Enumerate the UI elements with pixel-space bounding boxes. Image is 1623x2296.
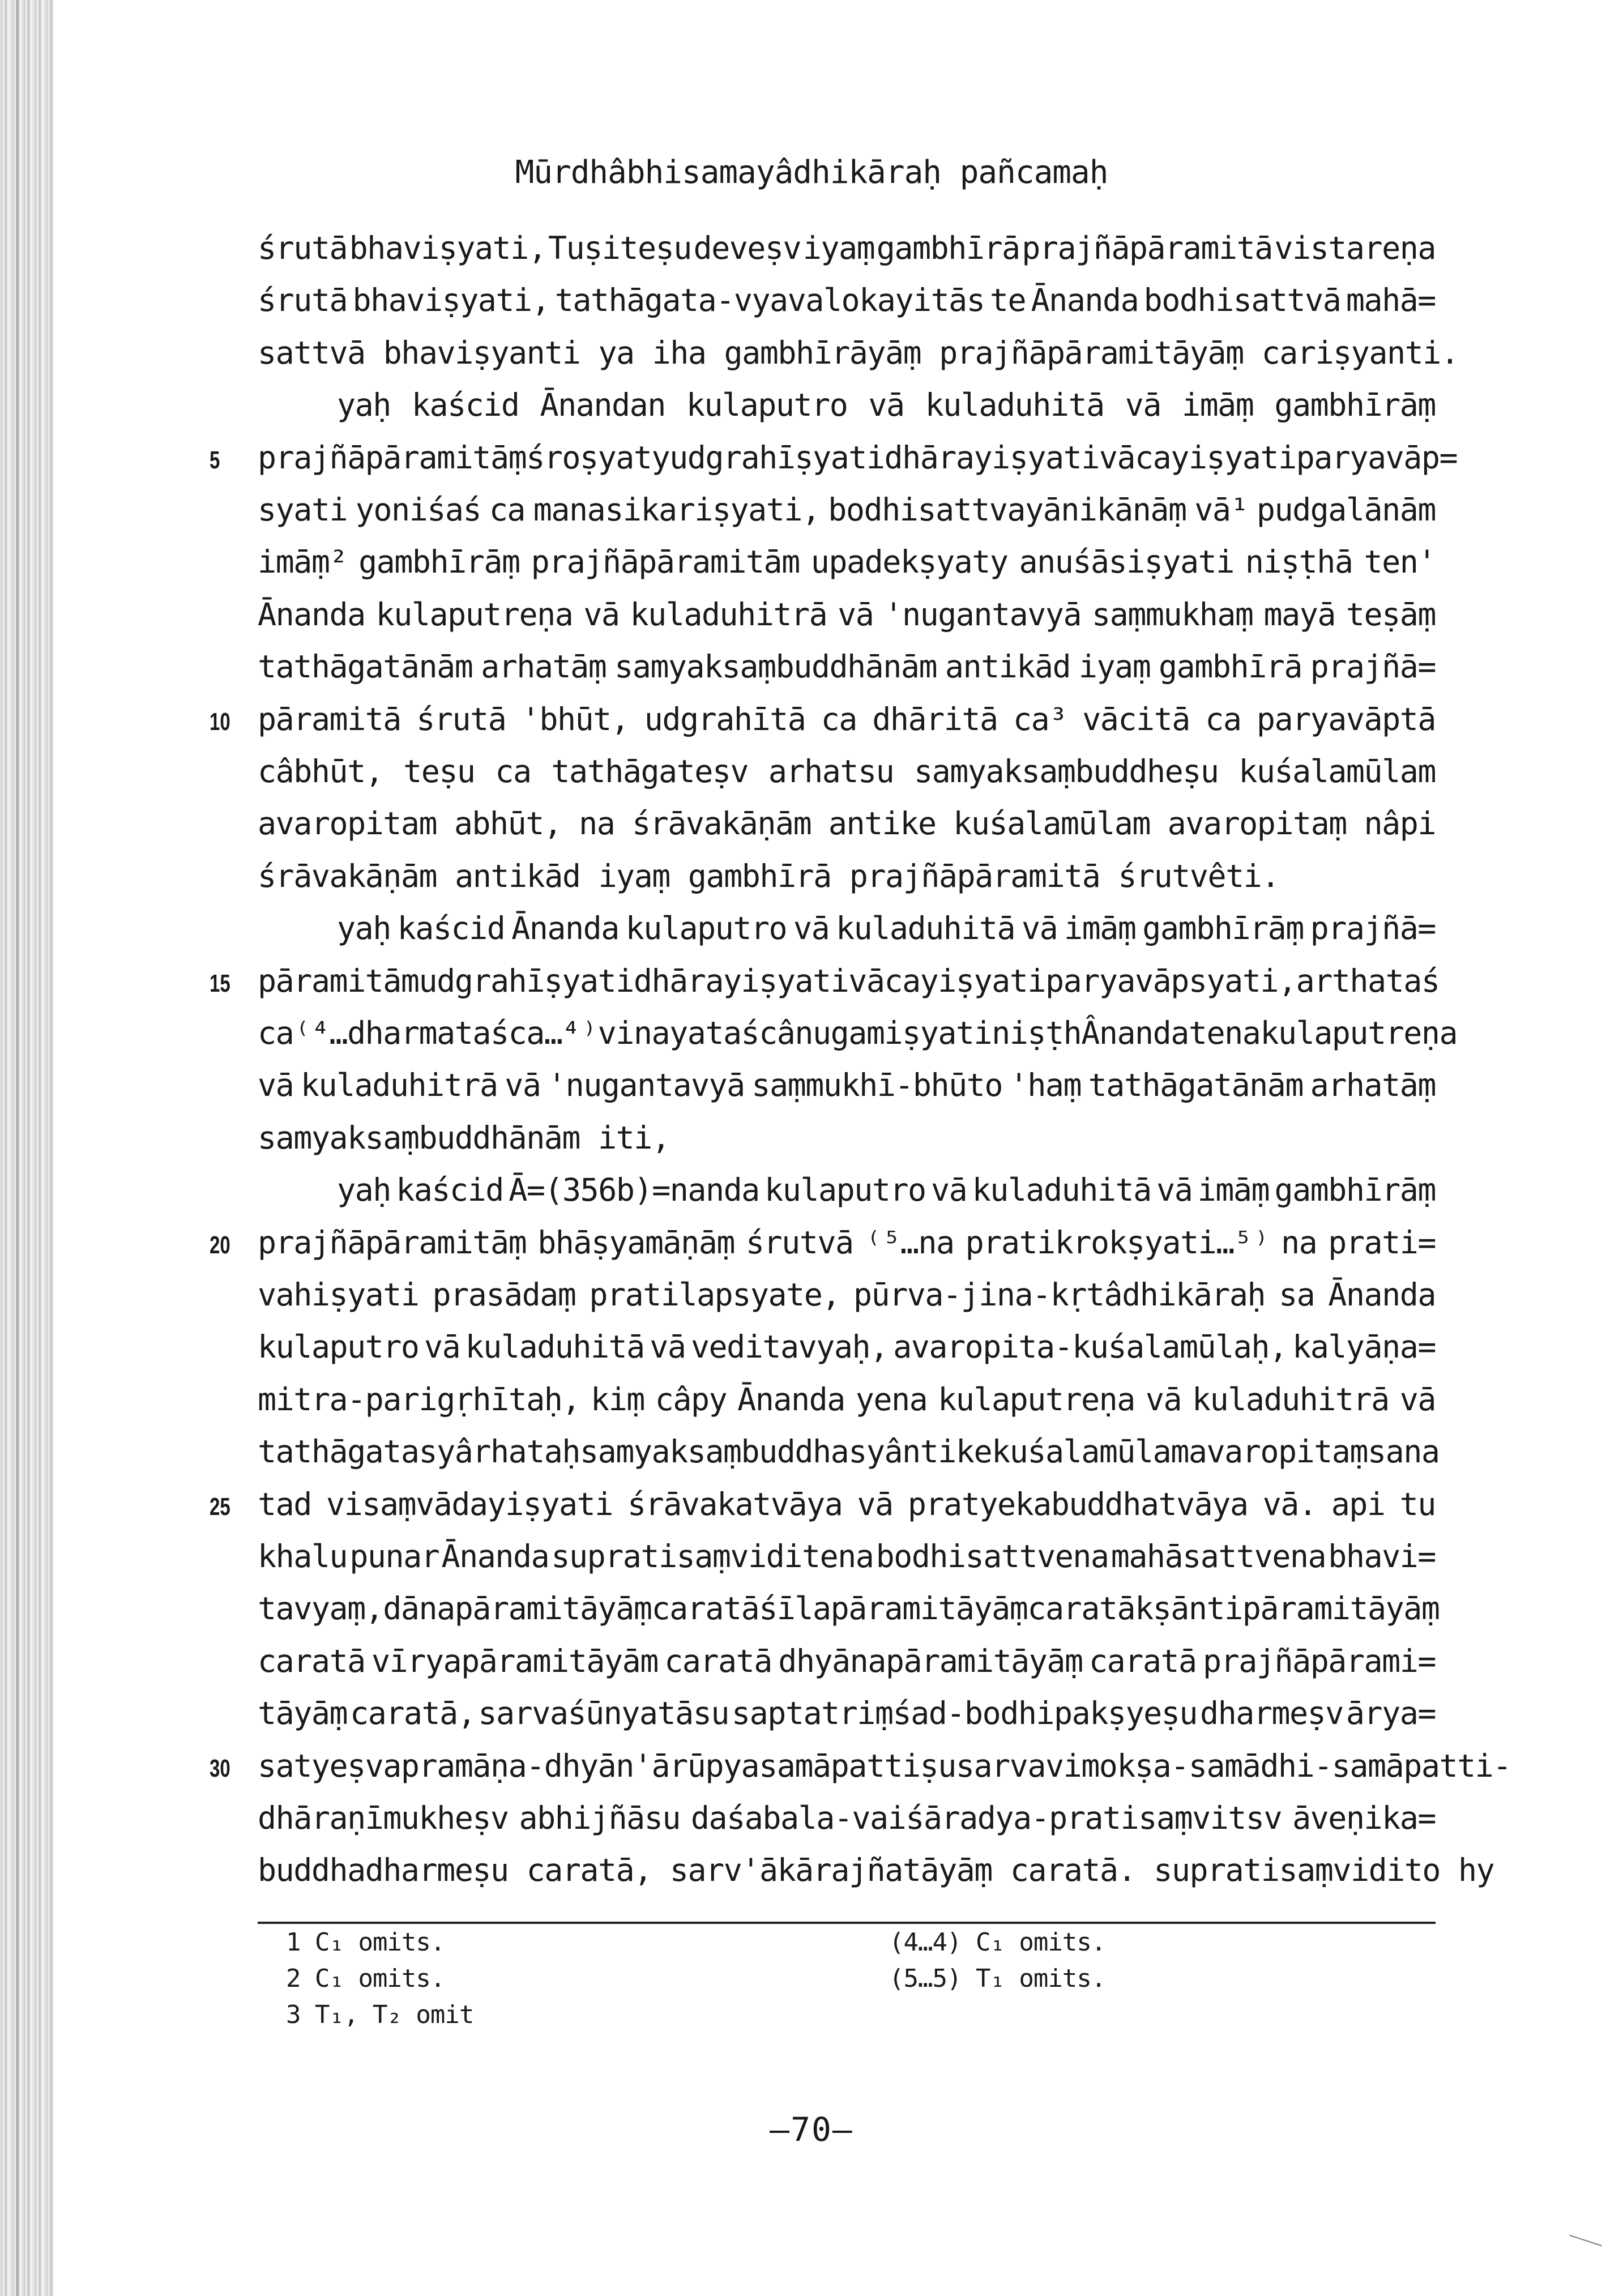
word: niṣṭhÂnanda — [992, 1015, 1189, 1051]
word: 'nugantavyā — [548, 1067, 745, 1103]
text-line — [337, 379, 1436, 430]
word: vā — [583, 596, 620, 633]
line-number: 30 — [210, 1755, 230, 1782]
word: pāramitā — [258, 701, 401, 737]
word: vā¹ — [1194, 492, 1249, 528]
running-header: Mūrdhâbhisamayâdhikāraḥ pañcamaḥ — [515, 154, 1108, 191]
word: prajñāpārami= — [1203, 1643, 1436, 1679]
word: samyaksaṃbuddheṣu — [914, 753, 1219, 789]
word: imāṃ² — [258, 544, 348, 580]
word: vā — [868, 387, 904, 423]
text-line — [258, 955, 1440, 1006]
word: prajñāpāramitām — [531, 544, 800, 580]
word: ca — [489, 492, 526, 528]
word: ca — [1205, 701, 1241, 737]
line-number: 20 — [210, 1231, 230, 1259]
text-line — [258, 694, 1436, 745]
word: câbhūt, — [258, 753, 383, 789]
word: bhāṣyamāṇāṃ — [537, 1224, 734, 1261]
word: vā — [1021, 910, 1058, 946]
word: tad — [258, 1486, 311, 1522]
word: supratisaṃvidito — [1154, 1852, 1441, 1888]
word: kuladuhitā — [836, 910, 1015, 946]
word: samyaksaṃbuddhānām — [614, 648, 937, 685]
word: bodhisattvena — [875, 1538, 1109, 1574]
word: āveṇika= — [1292, 1800, 1436, 1836]
word: mayā — [1263, 596, 1335, 633]
word: prajñāpāramitāṃ — [258, 1224, 527, 1261]
word: kiṃ — [590, 1381, 644, 1418]
word: śrutvā — [745, 1224, 853, 1261]
word: saṃmukhaṃ — [1092, 596, 1253, 633]
word: imāṃ — [1181, 387, 1254, 423]
text-line — [258, 1008, 1458, 1059]
word: antikād — [945, 648, 1071, 685]
word: Ānanda — [258, 596, 365, 633]
word: vācitā — [1082, 701, 1190, 737]
word: teṣu — [403, 753, 475, 789]
word: ca…⁴⁾vinayataś — [508, 1015, 759, 1051]
footnote-3: 3 T₁, T₂ omit — [286, 2000, 474, 2029]
word: prasādaṃ — [432, 1277, 576, 1313]
word: buddhadharmeṣu — [258, 1852, 509, 1888]
word: prajñāpāramitāyāṃ — [939, 335, 1244, 371]
word: pratikrokṣyati…⁵⁾ — [965, 1224, 1270, 1261]
word: manasikariṣyati, — [533, 492, 820, 528]
word: prajñā= — [1310, 910, 1436, 946]
word: anuśāsiṣyati — [1019, 544, 1234, 580]
text-line — [258, 484, 1436, 535]
word: gambhīrā — [687, 858, 831, 894]
word: vā — [1125, 387, 1161, 423]
word: na — [579, 805, 615, 842]
word: sa — [1279, 1277, 1315, 1313]
word: paryavāp= — [1296, 439, 1458, 476]
word: yaḥ — [337, 387, 391, 423]
text-line — [258, 851, 1436, 902]
word: vistareṇa — [1274, 230, 1436, 266]
word: vahiṣyati — [258, 1277, 419, 1313]
text-line — [258, 798, 1436, 849]
word: avaropitam — [258, 805, 437, 842]
word: gambhīrāṃ — [1274, 1172, 1436, 1208]
word: arthataś — [1296, 963, 1440, 999]
text-line — [258, 1740, 1511, 1791]
word: teṣāṃ — [1346, 596, 1436, 633]
word: abhūt, — [454, 805, 562, 842]
word: pāramitām — [258, 963, 419, 999]
word: hy — [1458, 1852, 1494, 1888]
word: ārya= — [1346, 1695, 1436, 1731]
word: sarvaśūnyatāsu — [478, 1695, 729, 1731]
word: tathāgata-vyavalokayitās — [554, 282, 985, 318]
word: kuladuhitā — [465, 1329, 644, 1365]
word: prajñāpāramitāṃ — [258, 439, 527, 476]
word: vīryapāramitāyām — [371, 1643, 658, 1679]
word: kulaputro — [625, 910, 787, 946]
word: śrutvêti. — [1118, 858, 1279, 894]
word: śrāvakatvāya — [627, 1486, 843, 1522]
text-line — [258, 223, 1436, 274]
footnote-4-4: (4…4) C₁ omits. — [889, 1928, 1106, 1957]
text-line — [258, 746, 1436, 797]
word: pudgalānām — [1256, 492, 1436, 528]
line-number: 15 — [210, 970, 230, 997]
word: kaścid — [411, 387, 519, 423]
word: veditavyaḥ, — [690, 1329, 888, 1365]
word: kulaputreṇa — [1260, 1015, 1458, 1051]
word: prajñāpāramitā — [849, 858, 1100, 894]
word: gambhīrā — [1159, 648, 1302, 685]
word: dhāritā — [872, 701, 998, 737]
word: caratā, — [526, 1852, 652, 1888]
word: syati — [258, 492, 348, 528]
word: saptatriṃśad-bodhipakṣyeṣu — [732, 1695, 1197, 1731]
word: apramāṇa-dhyān'ārūpyasamāpattiṣu — [383, 1748, 956, 1784]
word: kuladuhitrā — [300, 1067, 498, 1103]
word: avaropita-kuśalamūlaḥ, — [893, 1329, 1287, 1365]
word: arhatsu — [768, 753, 894, 789]
word: yaḥ — [337, 910, 391, 946]
word: dhārayiṣyati — [884, 439, 1099, 476]
word: tena — [1188, 1015, 1261, 1051]
word: dhāraṇīmukheṣv — [258, 1800, 509, 1836]
word: gambhīrā — [876, 230, 1020, 266]
word: antike — [828, 805, 936, 842]
word: kaścid — [396, 1172, 503, 1208]
line-number: 10 — [210, 708, 230, 736]
word: tathāgatasyârhataḥ — [258, 1433, 580, 1470]
word: iyaṃ — [1078, 648, 1151, 685]
word: câpy — [655, 1381, 727, 1418]
word: tathāgatānām — [1088, 1067, 1304, 1103]
word: prajñā= — [1310, 648, 1436, 685]
word: tu — [1399, 1486, 1436, 1522]
word: śrutā — [258, 282, 348, 318]
word: kaścid — [397, 910, 505, 946]
word: caratā — [1027, 1590, 1135, 1627]
word: 'haṃ — [1009, 1067, 1082, 1103]
word: kulaputreṇa — [938, 1381, 1135, 1418]
word: gambhīrāṃ — [1142, 910, 1304, 946]
word: punar — [349, 1538, 439, 1574]
word: avaropitaṃ — [1188, 1433, 1368, 1470]
word: nâpi — [1364, 805, 1436, 842]
text-line — [258, 1217, 1436, 1268]
word: saṃmukhī-bhūto — [751, 1067, 1002, 1103]
word: vā — [793, 910, 830, 946]
word: paryavāptā — [1256, 701, 1436, 737]
text-line — [258, 1636, 1436, 1687]
word: caratā — [258, 1643, 365, 1679]
word: Ānandan — [540, 387, 665, 423]
word: pratyekabuddhatvāya — [907, 1486, 1248, 1522]
word: na — [1281, 1224, 1317, 1261]
word: caratā — [664, 1643, 772, 1679]
word: daśabala-vaiśāradya-pratisaṃvitsv — [690, 1800, 1282, 1836]
word: vā — [838, 596, 874, 633]
word: śrutā — [258, 230, 348, 266]
word: caratā — [651, 1590, 759, 1627]
word: samyaksaṃbuddhānām — [258, 1120, 580, 1156]
word: śrutā — [416, 701, 506, 737]
text-line — [258, 641, 1436, 692]
word: udgrahīṣyati — [669, 439, 885, 476]
text-line — [258, 1112, 1436, 1163]
text-line — [258, 327, 1459, 378]
word: bodhisattvayānikānāṃ — [828, 492, 1186, 528]
word: tavyaṃ, — [258, 1590, 383, 1627]
word: udgrahīṣyati — [418, 963, 634, 999]
word: vā — [931, 1172, 967, 1208]
word: 'nugantavyā — [884, 596, 1082, 633]
word: vā — [1156, 1172, 1193, 1208]
word: te — [989, 282, 1026, 318]
word: śīlapāramitāyāṃ — [759, 1590, 1028, 1627]
word: vā — [1145, 1381, 1182, 1418]
word: caratā, — [350, 1695, 476, 1731]
word: abhijñāsu — [519, 1800, 681, 1836]
word: sattvā — [258, 335, 365, 371]
word: prajñāpāramitā — [1022, 230, 1272, 266]
word: ca⁽⁴…dharmataś — [258, 1015, 509, 1051]
word: śroṣyaty — [526, 439, 670, 476]
word: vā. — [1262, 1486, 1317, 1522]
word: khalu — [258, 1538, 348, 1574]
word: sarv'ākārajñatāyāṃ — [669, 1852, 992, 1888]
word: tathāgatānām — [258, 648, 473, 685]
word: yena — [855, 1381, 928, 1418]
word: Ānanda — [1328, 1277, 1436, 1313]
word: bhavi= — [1328, 1538, 1436, 1574]
word: kuśalamūlam — [992, 1433, 1189, 1470]
word: avaropitaṃ — [1167, 805, 1347, 842]
word: mahā= — [1346, 282, 1436, 318]
word: ten' — [1364, 544, 1436, 580]
word: gambhīrāyāṃ — [724, 335, 921, 371]
text-line — [258, 1531, 1436, 1582]
word: ⁽⁵…na — [864, 1224, 954, 1261]
word: udgrahītā — [644, 701, 806, 737]
word: gambhīrāṃ — [358, 544, 520, 580]
word: Ānanda — [1031, 282, 1139, 318]
word: vā — [505, 1067, 541, 1103]
word: deveṣv — [693, 230, 801, 266]
text-line — [258, 1688, 1436, 1739]
word: kṣāntipāramitāyāṃ — [1135, 1590, 1440, 1627]
word: satyeṣv — [258, 1748, 383, 1784]
word: dānapāramitāyāṃ — [383, 1590, 652, 1627]
word: śrāvakāṇām — [258, 858, 437, 894]
word: iti, — [598, 1120, 670, 1156]
text-line — [258, 1426, 1440, 1477]
word: Tuṣiteṣu — [548, 230, 691, 266]
word: mahāsattvena — [1111, 1538, 1326, 1574]
word: vācayiṣyati — [848, 963, 1045, 999]
word: kalyāṇa= — [1292, 1329, 1436, 1365]
text-line — [258, 1479, 1436, 1530]
word: kuladuhitā — [972, 1172, 1151, 1208]
word: gambhīrāṃ — [1274, 387, 1436, 423]
text-line — [258, 589, 1436, 640]
word: samyaksaṃbuddhasyântike — [580, 1433, 992, 1470]
word: imāṃ — [1197, 1172, 1270, 1208]
text-line — [258, 275, 1436, 326]
word: 'bhūt, — [521, 701, 629, 737]
word: yoniśaś — [355, 492, 481, 528]
word: kuśalamūlam — [953, 805, 1150, 842]
word: tathāgateṣv — [551, 753, 749, 789]
page-number: —70— — [770, 2110, 853, 2149]
word: imāṃ — [1064, 910, 1136, 946]
footnote-5-5: (5…5) T₁ omits. — [889, 1964, 1106, 1993]
word: ca — [495, 753, 531, 789]
word: na — [1403, 1433, 1440, 1470]
word: dharmeṣv — [1199, 1695, 1343, 1731]
word: pūrva-jina-kṛtâdhikāraḥ — [853, 1277, 1266, 1313]
word: iyaṃ — [598, 858, 670, 894]
footnote-2: 2 C₁ omits. — [286, 1964, 445, 1993]
word: prati= — [1328, 1224, 1436, 1261]
word: mitra-parigṛhītaḥ, — [258, 1381, 580, 1418]
word: vā — [258, 1067, 294, 1103]
text-line — [258, 1321, 1436, 1372]
word: arhatāṃ — [481, 648, 607, 685]
word: kuladuhitrā — [1192, 1381, 1389, 1418]
binding-edge — [0, 0, 54, 2296]
word: yaḥ — [337, 1172, 391, 1208]
text-line — [337, 903, 1436, 954]
word: śrāvakāṇām — [632, 805, 812, 842]
word: ca — [821, 701, 857, 737]
word: sa — [1368, 1433, 1404, 1470]
text-line — [258, 1060, 1436, 1111]
word: dhārayiṣyati — [633, 963, 849, 999]
word: cariṣyanti. — [1261, 335, 1459, 371]
word: caratā — [1088, 1643, 1197, 1679]
footnote-1: 1 C₁ omits. — [286, 1928, 445, 1957]
word: niṣṭhā — [1245, 544, 1353, 580]
scan-mark — [1569, 2235, 1602, 2246]
word: pratilapsyate, — [589, 1277, 840, 1313]
word: caratā. — [1010, 1852, 1136, 1888]
footnote-rule — [258, 1922, 1436, 1924]
word: kuladuhitā — [925, 387, 1104, 423]
word: iyaṃ — [802, 230, 875, 266]
word: antikād — [455, 858, 580, 894]
word: vā — [857, 1486, 893, 1522]
word: api — [1331, 1486, 1385, 1522]
text-line — [258, 1374, 1436, 1425]
word: sarvavimokṣa-samādhi-samāpatti- — [955, 1748, 1511, 1784]
word: upadekṣyaty — [810, 544, 1008, 580]
line-number: 5 — [210, 446, 220, 474]
text-line — [258, 536, 1436, 587]
word: arhatāṃ — [1310, 1067, 1436, 1103]
text-line — [258, 1269, 1436, 1320]
word: kulaputro — [258, 1329, 419, 1365]
word: tāyāṃ — [258, 1695, 348, 1731]
line-number: 25 — [210, 1493, 230, 1521]
word: ya — [598, 335, 634, 371]
word: cânugamiṣyati — [759, 1015, 992, 1051]
word: kulaputreṇa — [375, 596, 573, 633]
word: Ānanda — [737, 1381, 845, 1418]
word: kuśalamūlam — [1238, 753, 1436, 789]
word: vā — [650, 1329, 686, 1365]
word: bhaviṣyanti — [383, 335, 580, 371]
word: Ānanda — [511, 910, 619, 946]
text-line — [337, 1164, 1436, 1215]
text-line — [258, 432, 1458, 483]
word: vā — [424, 1329, 460, 1365]
word: Ānanda — [441, 1538, 549, 1574]
word: visaṃvādayiṣyati — [326, 1486, 613, 1522]
word: kuladuhitrā — [630, 596, 827, 633]
word: bhaviṣyati, — [349, 230, 546, 266]
word: kulaputro — [764, 1172, 926, 1208]
word: supratisaṃviditena — [551, 1538, 874, 1574]
word: kulaputro — [686, 387, 848, 423]
word: vā — [1399, 1381, 1436, 1418]
word: dhyānapāramitāyāṃ — [778, 1643, 1083, 1679]
word: ca³ — [1013, 701, 1067, 737]
text-line — [258, 1583, 1440, 1634]
word: iha — [652, 335, 706, 371]
text-line — [258, 1793, 1436, 1843]
word: vācayiṣyati — [1099, 439, 1296, 476]
word: bhaviṣyati, — [352, 282, 550, 318]
word: Ā=(356b)=nanda — [509, 1172, 759, 1208]
text-line — [258, 1845, 1494, 1896]
word: paryavāpsyati, — [1045, 963, 1296, 999]
word: bodhisattvā — [1143, 282, 1341, 318]
